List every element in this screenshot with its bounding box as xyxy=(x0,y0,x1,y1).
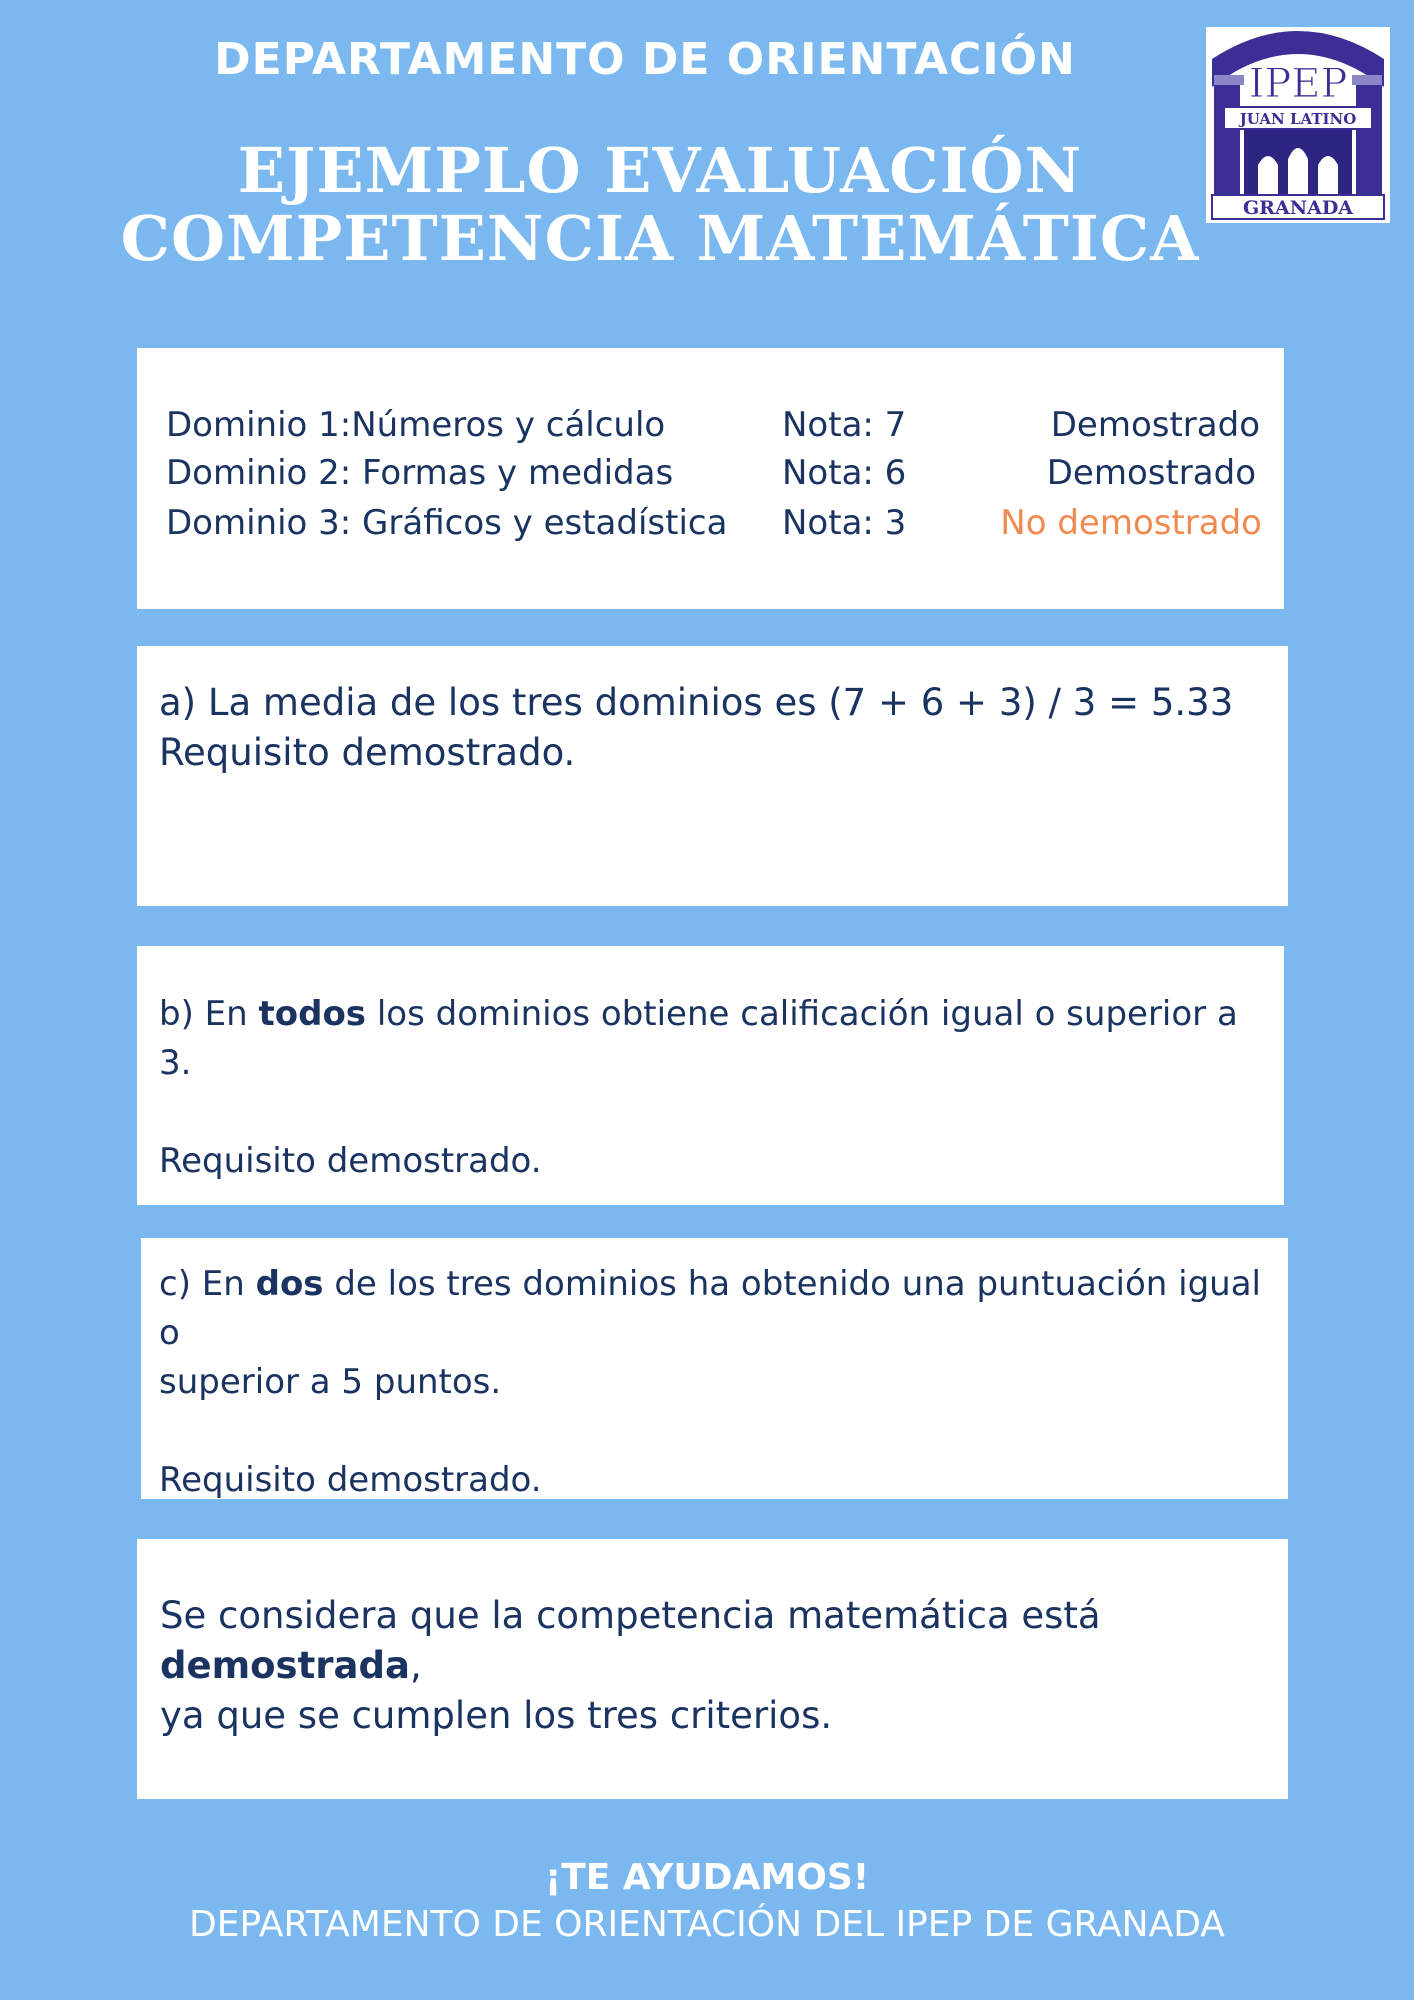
criterion-b-text xyxy=(159,990,1276,1186)
criterion-c-line2: superior a 5 puntos. xyxy=(159,1362,502,1402)
criterion-c-suffix: de los tres dominios ha obtenido una puntuación igual o xyxy=(159,1264,1262,1353)
domain-grade: Nota: 6 xyxy=(782,453,907,493)
domain-row xyxy=(137,500,1284,546)
criterion-a-text xyxy=(159,678,1280,778)
conclusion-suffix: , xyxy=(409,1644,422,1687)
criterion-a-card xyxy=(137,646,1288,906)
logo-city: GRANADA xyxy=(1242,197,1354,219)
page-title-line1: EJEMPLO EVALUACIÓN xyxy=(237,134,1083,207)
logo-graphic xyxy=(1206,27,1390,223)
conclusion-card xyxy=(137,1539,1288,1799)
criterion-b-card xyxy=(137,946,1284,1205)
conclusion-prefix: Se considera que la competencia matemática está xyxy=(160,1594,1101,1637)
domain-name: Dominio 2: Formas y medidas xyxy=(166,453,674,493)
footer-slogan: ¡TE AYUDAMOS! xyxy=(544,1857,870,1898)
criterion-b-line1 xyxy=(159,990,1276,1088)
criterion-c-bold: dos xyxy=(255,1264,324,1304)
criterion-c-card xyxy=(141,1238,1288,1499)
conclusion-line1 xyxy=(160,1591,1288,1691)
domain-grade: Nota: 3 xyxy=(782,503,907,543)
department-header: DEPARTAMENTO DE ORIENTACIÓN xyxy=(214,34,1076,85)
conclusion-text xyxy=(160,1591,1288,1741)
logo-letters: IPEP xyxy=(1248,61,1348,107)
criterion-a-line1: a) La media de los tres dominios es (7 + 6 + 3) / 3 = 5.33 xyxy=(159,681,1234,724)
conclusion-bold: demostrada xyxy=(160,1644,410,1687)
ipep-logo xyxy=(1206,27,1390,223)
domain-name: Dominio 3: Gráficos y estadística xyxy=(166,503,728,543)
domain-grade: Nota: 7 xyxy=(782,405,907,445)
criterion-c-result: Requisito demostrado. xyxy=(159,1460,542,1500)
criterion-b-prefix: b) En xyxy=(159,994,259,1034)
criterion-b-bold: todos xyxy=(258,994,367,1034)
domain-name: Dominio 1:Números y cálculo xyxy=(166,405,666,445)
criterion-b-result: Requisito demostrado. xyxy=(159,1141,542,1181)
conclusion-line2: ya que se cumplen los tres criterios. xyxy=(160,1694,833,1737)
domain-row xyxy=(137,402,1284,448)
domain-status: Demostrado xyxy=(1050,405,1260,445)
domain-row xyxy=(137,450,1284,496)
criterion-a-result: Requisito demostrado. xyxy=(159,731,576,774)
footer-department: DEPARTAMENTO DE ORIENTACIÓN DEL IPEP DE GRANADA xyxy=(189,1904,1225,1945)
criterion-c-text xyxy=(159,1260,1280,1505)
domain-status: Demostrado xyxy=(1046,453,1256,493)
criterion-c-prefix: c) En xyxy=(159,1264,256,1304)
criterion-c-line1 xyxy=(159,1260,1280,1358)
page-title-line2: COMPETENCIA MATEMÁTICA xyxy=(120,202,1200,275)
criterion-b-suffix: los dominios obtiene calificación igual o superior a 3. xyxy=(159,994,1238,1083)
grades-card xyxy=(137,348,1284,609)
logo-banner: JUAN LATINO xyxy=(1239,110,1357,128)
domain-status: No demostrado xyxy=(1000,503,1262,543)
